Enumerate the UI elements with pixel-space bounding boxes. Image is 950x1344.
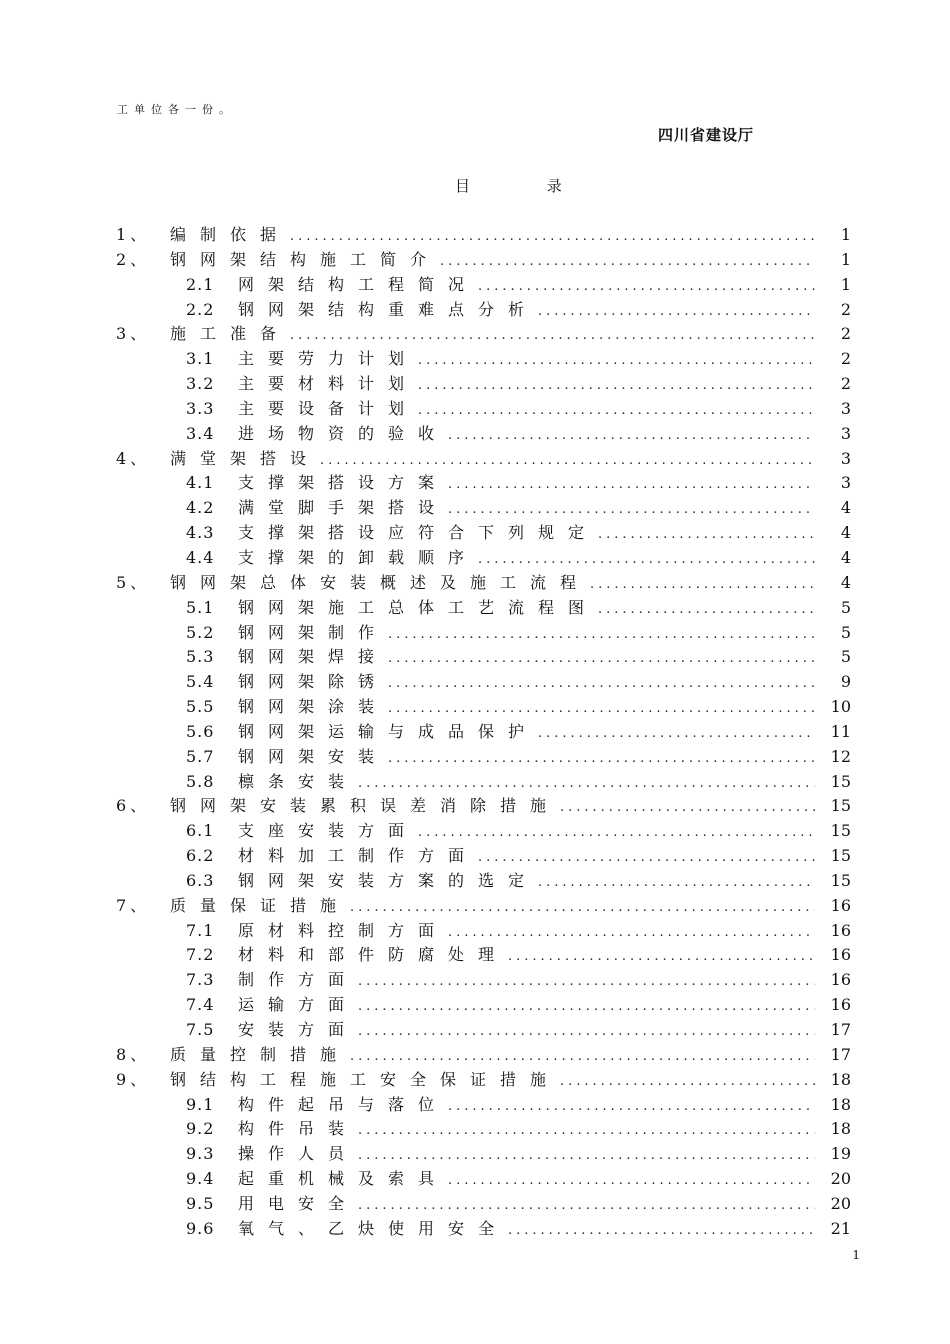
toc-entry-number: 3.3 (186, 398, 215, 418)
toc-entry-page: 2 (840, 299, 851, 319)
toc-entry-number: 2、 (116, 249, 151, 269)
toc-entry-page: 17 (830, 1020, 851, 1039)
toc-entry[interactable] (116, 520, 851, 545)
toc-entry-page: 19 (830, 1144, 851, 1164)
toc-dot-leader (448, 428, 815, 443)
toc-entry[interactable] (116, 346, 851, 371)
toc-entry[interactable] (116, 222, 851, 247)
toc-entry-label: 钢网架制作 (238, 622, 389, 642)
toc-entry-label: 质量控制措施 (170, 1044, 351, 1064)
toc-entry-page: 11 (830, 721, 851, 741)
toc-dot-leader (358, 1148, 815, 1163)
toc-entry[interactable] (116, 595, 851, 620)
toc-dot-leader (590, 577, 815, 592)
toc-entry-page: 2 (840, 349, 851, 369)
top-note-text: 工单位各一份。 (117, 103, 236, 116)
toc-entry[interactable] (116, 620, 851, 645)
toc-entry-number: 5.1 (186, 597, 215, 617)
toc-dot-leader (560, 800, 815, 815)
toc-entry-page: 16 (830, 920, 851, 940)
toc-entry[interactable] (116, 470, 851, 495)
toc-entry-label: 编制依据 (170, 225, 291, 244)
toc-entry-page: 1 (840, 249, 851, 269)
toc-entry-page: 16 (830, 945, 851, 965)
toc-entry-label: 钢网架运输与成品保护 (238, 721, 539, 741)
toc-dot-leader (440, 254, 815, 269)
toc-entry[interactable] (116, 1191, 851, 1216)
toc-dot-leader (538, 875, 815, 890)
toc-entry-label: 钢结构工程施工安全保证措施 (170, 1069, 561, 1089)
toc-entry-number: 9.5 (186, 1193, 215, 1213)
toc-entry-label: 钢网架安装累积误差消除措施 (170, 796, 561, 816)
toc-entry-label: 主要材料计划 (238, 374, 419, 394)
toc-entry-label: 材料加工制作方面 (238, 846, 479, 866)
toc-dot-leader (418, 353, 815, 368)
toc-entry-number: 6.3 (186, 870, 215, 890)
toc-entry-page: 10 (830, 697, 851, 717)
toc-entry-label: 支撑架的卸载顺序 (238, 547, 479, 567)
toc-entry-number: 4.4 (186, 547, 215, 567)
toc-entry[interactable] (116, 1017, 851, 1042)
toc-entry-number: 3.2 (186, 374, 215, 394)
toc-entry-label: 支座安装方面 (238, 821, 419, 841)
toc-entry[interactable] (116, 644, 851, 669)
toc-entry[interactable] (116, 967, 851, 992)
toc-dot-leader (350, 1049, 815, 1064)
toc-dot-leader (388, 627, 815, 642)
toc-dot-leader (418, 403, 815, 418)
toc-title: 目 录 (455, 177, 598, 195)
toc-entry-label: 起重机械及索具 (238, 1169, 449, 1189)
toc-entry-page: 15 (830, 796, 851, 816)
toc-entry[interactable] (116, 545, 851, 570)
toc-entry-label: 构件起吊与落位 (238, 1094, 449, 1114)
toc-entry[interactable] (116, 868, 851, 893)
toc-entry[interactable] (116, 893, 851, 918)
toc-entry-label: 钢网架除锈 (238, 672, 389, 692)
toc-dot-leader (320, 453, 815, 468)
toc-entry-number: 7、 (116, 895, 151, 915)
toc-entry-label: 钢网架结构重难点分析 (238, 299, 539, 319)
toc-entry-page: 15 (830, 846, 851, 866)
toc-entry[interactable] (116, 694, 851, 719)
toc-dot-leader (508, 949, 815, 964)
toc-entry-number: 9.3 (186, 1144, 215, 1164)
toc-dot-leader (350, 900, 815, 915)
toc-entry-number: 7.4 (186, 995, 215, 1015)
toc-entry-page: 16 (830, 970, 851, 990)
toc-entry-number: 7.3 (186, 970, 215, 990)
toc-entry[interactable] (116, 297, 851, 322)
toc-entry-number: 6、 (116, 796, 151, 816)
toc-entry-number: 5.6 (186, 721, 215, 741)
toc-entry[interactable] (116, 1166, 851, 1191)
toc-dot-leader (448, 1099, 815, 1114)
toc-entry-label: 钢网架焊接 (238, 647, 389, 667)
toc-entry-number: 3、 (116, 324, 151, 344)
toc-entry-label: 主要劳力计划 (238, 349, 419, 369)
toc-entry-page: 3 (840, 448, 851, 468)
toc-entry-page: 20 (830, 1193, 851, 1213)
toc-dot-leader (358, 776, 815, 791)
toc-dot-leader (358, 1123, 815, 1138)
toc-entry[interactable] (116, 992, 851, 1017)
toc-entry-number: 7.1 (186, 920, 215, 940)
toc-entry-label: 檩条安装 (238, 771, 359, 791)
toc-entry-number: 2.1 (186, 274, 215, 294)
toc-entry-number: 9.1 (186, 1094, 215, 1114)
toc-entry-page: 4 (840, 572, 851, 592)
toc-entry[interactable] (116, 744, 851, 769)
toc-dot-leader (388, 651, 815, 666)
toc-entry-label: 氧气、乙炔使用安全 (238, 1218, 509, 1238)
toc-entry[interactable] (116, 272, 851, 297)
toc-entry-label: 钢网架涂装 (238, 697, 389, 717)
toc-entry-page: 15 (830, 771, 851, 791)
toc-entry-number: 5.3 (186, 647, 215, 667)
toc-entry-page: 15 (830, 870, 851, 890)
toc-entry-page: 5 (840, 622, 851, 642)
toc-entry-label: 构件吊装 (238, 1119, 359, 1139)
toc-entry[interactable] (116, 1216, 851, 1241)
toc-dot-leader (388, 751, 815, 766)
toc-dot-leader (508, 1223, 815, 1238)
toc-entry-label: 原材料控制方面 (238, 920, 449, 940)
toc-entry[interactable] (116, 446, 851, 471)
toc-dot-leader (388, 676, 815, 691)
toc-entry-number: 4.3 (186, 523, 215, 543)
toc-entry[interactable] (116, 818, 851, 843)
toc-entry-number: 5.4 (186, 672, 215, 692)
toc-dot-leader (418, 378, 815, 393)
toc-entry-label: 钢网架总体安装概述及施工流程 (170, 572, 591, 592)
toc-entry-page: 5 (840, 597, 851, 617)
toc-dot-leader (478, 850, 815, 865)
toc-entry-number: 9、 (116, 1069, 151, 1089)
toc-entry[interactable] (116, 769, 851, 794)
toc-entry-label: 支撑架搭设方案 (238, 473, 449, 493)
toc-entry-label: 制作方面 (238, 970, 359, 990)
toc-entry-label: 安装方面 (238, 1020, 359, 1039)
toc-entry-label: 施工准备 (170, 324, 291, 344)
toc-entry-page: 3 (840, 423, 851, 443)
toc-dot-leader (418, 825, 815, 840)
toc-dot-leader (358, 1024, 815, 1039)
toc-entry-number: 9.2 (186, 1119, 215, 1139)
toc-entry-label: 质量保证措施 (170, 895, 351, 915)
table-of-contents (116, 222, 851, 1241)
toc-dot-leader (448, 1173, 815, 1188)
toc-entry-number: 6.1 (186, 821, 215, 841)
toc-entry-label: 钢网架安装 (238, 746, 389, 766)
toc-entry-number: 5.8 (186, 771, 215, 791)
toc-entry-label: 主要设备计划 (238, 398, 419, 418)
toc-entry[interactable] (116, 918, 851, 943)
toc-entry-number: 6.2 (186, 846, 215, 866)
toc-entry[interactable] (116, 1116, 851, 1141)
toc-entry-page: 2 (840, 324, 851, 344)
toc-entry-label: 运输方面 (238, 995, 359, 1015)
toc-entry-page: 4 (840, 523, 851, 543)
toc-entry-number: 8、 (116, 1044, 151, 1064)
toc-entry[interactable] (116, 247, 851, 272)
toc-dot-leader (598, 602, 815, 617)
page-number: 1 (852, 1248, 860, 1262)
toc-entry-page: 18 (830, 1094, 851, 1114)
toc-dot-leader (560, 1074, 815, 1089)
toc-entry[interactable] (116, 1042, 851, 1067)
toc-entry[interactable] (116, 421, 851, 446)
toc-entry-number: 5.7 (186, 746, 215, 766)
toc-entry-page: 16 (830, 995, 851, 1015)
toc-dot-leader (358, 999, 815, 1014)
toc-entry-label: 支撑架搭设应符合下列规定 (238, 523, 599, 543)
toc-entry-number: 7.2 (186, 945, 215, 965)
toc-entry-number: 2.2 (186, 299, 215, 319)
toc-entry-number: 5.5 (186, 697, 215, 717)
toc-entry-page: 12 (830, 746, 851, 766)
toc-entry-label: 用电安全 (238, 1193, 359, 1213)
toc-entry[interactable] (116, 321, 851, 346)
toc-entry-page: 21 (830, 1218, 851, 1238)
toc-entry-label: 操作人员 (238, 1144, 359, 1164)
toc-entry-number: 1、 (116, 225, 151, 244)
toc-entry-label: 满堂脚手架搭设 (238, 498, 449, 518)
toc-entry[interactable] (116, 942, 851, 967)
toc-entry-page: 3 (840, 473, 851, 493)
toc-dot-leader (358, 974, 815, 989)
toc-entry[interactable] (116, 1092, 851, 1117)
toc-entry[interactable] (116, 719, 851, 744)
toc-entry-label: 网架结构工程简况 (238, 274, 479, 294)
toc-dot-leader (478, 279, 815, 294)
toc-entry-label: 进场物资的验收 (238, 423, 449, 443)
toc-entry[interactable] (116, 396, 851, 421)
toc-entry[interactable] (116, 1141, 851, 1166)
toc-dot-leader (538, 304, 815, 319)
toc-entry-number: 3.4 (186, 423, 215, 443)
toc-entry-number: 4.1 (186, 473, 215, 493)
toc-entry-page: 1 (840, 274, 851, 294)
toc-entry[interactable] (116, 1067, 851, 1092)
toc-entry[interactable] (116, 371, 851, 396)
toc-entry-label: 材料和部件防腐处理 (238, 945, 509, 965)
toc-entry-page: 5 (840, 647, 851, 667)
toc-entry-number: 7.5 (186, 1020, 215, 1039)
toc-entry[interactable] (116, 793, 851, 818)
toc-dot-leader (598, 527, 815, 542)
toc-entry-page: 4 (840, 498, 851, 518)
toc-entry-number: 3.1 (186, 349, 215, 369)
toc-entry-page: 3 (840, 398, 851, 418)
toc-dot-leader (448, 477, 815, 492)
toc-dot-leader (388, 701, 815, 716)
toc-entry-label: 钢网架安装方案的选定 (238, 870, 539, 890)
toc-entry[interactable] (116, 570, 851, 595)
toc-entry-label: 钢网架结构施工简介 (170, 249, 441, 269)
toc-entry-number: 5.2 (186, 622, 215, 642)
toc-dot-leader (290, 229, 815, 244)
toc-entry-page: 18 (830, 1069, 851, 1089)
toc-entry-number: 5、 (116, 572, 151, 592)
toc-entry-number: 4、 (116, 448, 151, 468)
toc-entry-page: 16 (830, 895, 851, 915)
toc-dot-leader (358, 1198, 815, 1213)
toc-entry-page: 18 (830, 1119, 851, 1139)
toc-dot-leader (538, 726, 815, 741)
toc-entry[interactable] (116, 669, 851, 694)
toc-entry-label: 满堂架搭设 (170, 448, 321, 468)
toc-entry-number: 9.6 (186, 1218, 215, 1238)
toc-entry-page: 1 (840, 225, 851, 244)
toc-dot-leader (448, 925, 815, 940)
toc-entry-number: 4.2 (186, 498, 215, 518)
toc-entry-page: 17 (830, 1044, 851, 1064)
toc-dot-leader (478, 552, 815, 567)
toc-entry-number: 9.4 (186, 1169, 215, 1189)
toc-dot-leader (290, 328, 815, 343)
toc-entry[interactable] (116, 843, 851, 868)
toc-entry-page: 20 (830, 1169, 851, 1189)
toc-entry-page: 9 (840, 672, 851, 692)
toc-entry-page: 4 (840, 547, 851, 567)
toc-entry[interactable] (116, 495, 851, 520)
toc-entry-page: 2 (840, 374, 851, 394)
toc-entry-label: 钢网架施工总体工艺流程图 (238, 597, 599, 617)
issuer-name: 四川省建设厅 (657, 126, 754, 144)
toc-dot-leader (448, 502, 815, 517)
toc-entry-page: 15 (830, 821, 851, 841)
